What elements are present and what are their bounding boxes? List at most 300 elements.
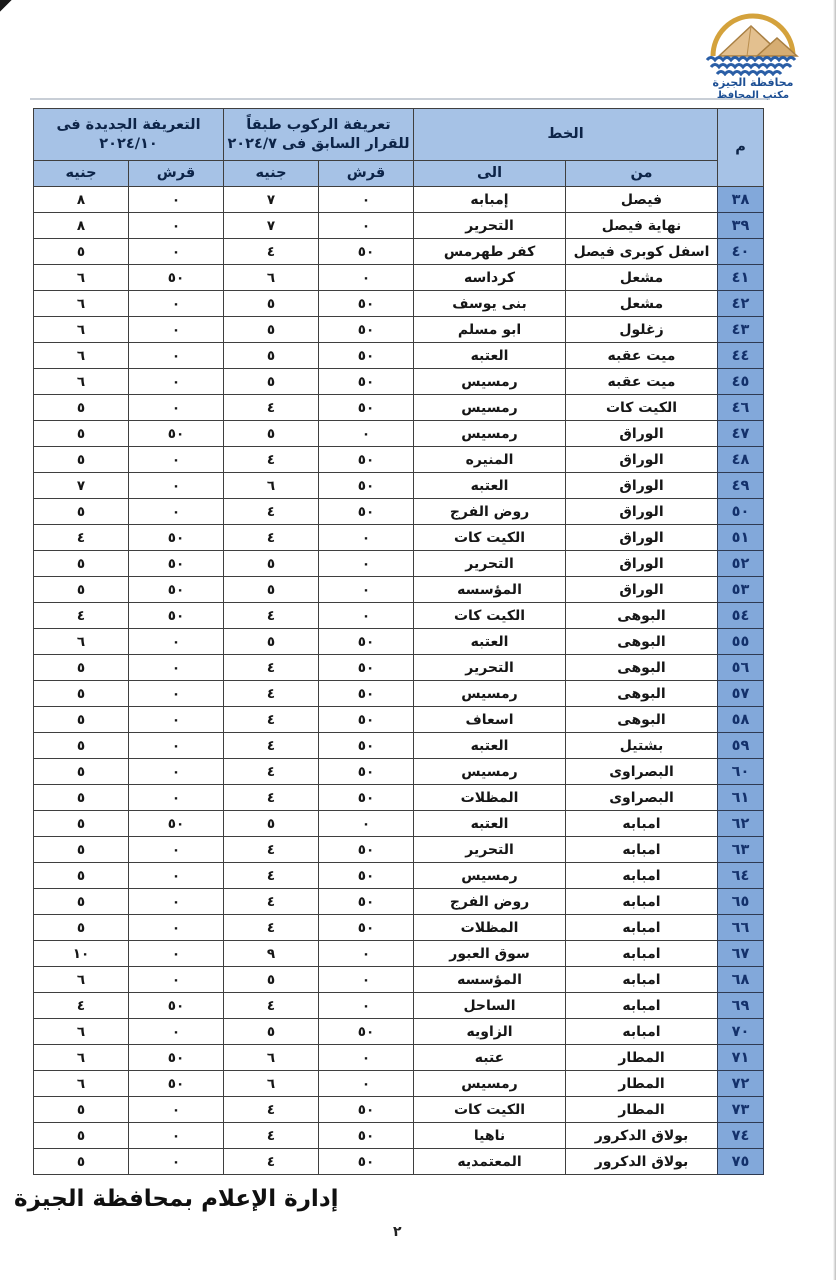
old-genih-cell: ٤ — [224, 1097, 319, 1123]
row-number-cell: ٥١ — [718, 525, 764, 551]
new-genih-cell: ٤ — [34, 993, 129, 1019]
route-to-cell: العتبه — [414, 733, 566, 759]
pyramids-sun-waves-icon — [701, 10, 805, 76]
header-row-number: م — [718, 109, 764, 187]
route-from-cell: البصراوى — [566, 759, 718, 785]
old-qirsh-cell: ٥٠ — [319, 785, 414, 811]
new-qirsh-cell: ٠ — [129, 655, 224, 681]
old-genih-cell: ٤ — [224, 1149, 319, 1175]
new-genih-cell: ٥ — [34, 1123, 129, 1149]
header-old-tariff: تعريفة الركوب طبقاً للقرار السابق فى ٢٠٢٤/٧ — [224, 109, 414, 161]
old-genih-cell: ٤ — [224, 707, 319, 733]
row-number-cell: ٥٧ — [718, 681, 764, 707]
route-from-cell: البصراوى — [566, 785, 718, 811]
new-qirsh-cell: ٠ — [129, 1123, 224, 1149]
old-genih-cell: ٤ — [224, 395, 319, 421]
new-genih-cell: ٥ — [34, 395, 129, 421]
route-from-cell: البوهى — [566, 655, 718, 681]
old-qirsh-cell: ٥٠ — [319, 1123, 414, 1149]
route-from-cell: بشتيل — [566, 733, 718, 759]
header-to: الى — [414, 161, 566, 187]
logo-org-name: محافظة الجيزة — [712, 76, 794, 89]
route-from-cell: البوهى — [566, 681, 718, 707]
route-to-cell: رمسيس — [414, 369, 566, 395]
footer-department: إدارة الإعلام بمحافظة الجيزة — [14, 1186, 339, 1212]
logo-office-name: مكتب المحافظ — [716, 89, 790, 101]
scan-line-artifact — [30, 98, 770, 100]
old-genih-cell: ٤ — [224, 759, 319, 785]
table-row — [34, 213, 764, 239]
table-row — [34, 473, 764, 499]
row-number-cell: ٤٣ — [718, 317, 764, 343]
old-genih-cell: ٤ — [224, 1123, 319, 1149]
old-genih-cell: ٤ — [224, 681, 319, 707]
old-genih-cell: ٥ — [224, 811, 319, 837]
route-to-cell: رمسيس — [414, 421, 566, 447]
old-qirsh-cell: ٥٠ — [319, 915, 414, 941]
table-row — [34, 291, 764, 317]
row-number-cell: ٧٢ — [718, 1071, 764, 1097]
new-qirsh-cell: ٥٠ — [129, 525, 224, 551]
route-to-cell: المؤسسه — [414, 967, 566, 993]
route-from-cell: البوهى — [566, 603, 718, 629]
old-genih-cell: ٥ — [224, 343, 319, 369]
route-from-cell: الوراق — [566, 499, 718, 525]
route-from-cell: بولاق الدكرور — [566, 1123, 718, 1149]
old-genih-cell: ٤ — [224, 239, 319, 265]
old-qirsh-cell: ٠ — [319, 993, 414, 1019]
header-new-qirsh: قرش — [129, 161, 224, 187]
new-qirsh-cell: ٥٠ — [129, 1071, 224, 1097]
old-qirsh-cell: ٥٠ — [319, 733, 414, 759]
old-genih-cell: ٤ — [224, 499, 319, 525]
new-qirsh-cell: ٠ — [129, 967, 224, 993]
route-to-cell: المظلات — [414, 785, 566, 811]
old-genih-cell: ٤ — [224, 525, 319, 551]
new-qirsh-cell: ٠ — [129, 213, 224, 239]
old-genih-cell: ٥ — [224, 629, 319, 655]
scan-corner-artifact — [0, 0, 14, 16]
new-genih-cell: ٨ — [34, 213, 129, 239]
new-genih-cell: ٦ — [34, 629, 129, 655]
row-number-cell: ٤٨ — [718, 447, 764, 473]
route-to-cell: الكيت كات — [414, 525, 566, 551]
route-to-cell: رمسيس — [414, 1071, 566, 1097]
route-from-cell: ميت عقبه — [566, 369, 718, 395]
row-number-cell: ٤٠ — [718, 239, 764, 265]
table-row — [34, 499, 764, 525]
route-to-cell: العتبه — [414, 811, 566, 837]
row-number-cell: ٧١ — [718, 1045, 764, 1071]
old-genih-cell: ٤ — [224, 655, 319, 681]
table-row — [34, 629, 764, 655]
table-row — [34, 889, 764, 915]
old-qirsh-cell: ٠ — [319, 1071, 414, 1097]
old-genih-cell: ٧ — [224, 187, 319, 213]
row-number-cell: ٣٨ — [718, 187, 764, 213]
row-number-cell: ٥٣ — [718, 577, 764, 603]
new-qirsh-cell: ٥٠ — [129, 993, 224, 1019]
header-new-genih: جنيه — [34, 161, 129, 187]
row-number-cell: ٦١ — [718, 785, 764, 811]
new-qirsh-cell: ٥٠ — [129, 811, 224, 837]
row-number-cell: ٥٥ — [718, 629, 764, 655]
table-row — [34, 603, 764, 629]
old-qirsh-cell: ٠ — [319, 551, 414, 577]
table-row — [34, 993, 764, 1019]
old-qirsh-cell: ٥٠ — [319, 707, 414, 733]
route-from-cell: المطار — [566, 1045, 718, 1071]
old-qirsh-cell: ٥٠ — [319, 499, 414, 525]
table-row — [34, 421, 764, 447]
new-genih-cell: ٦ — [34, 1045, 129, 1071]
route-to-cell: التحرير — [414, 655, 566, 681]
route-from-cell: بولاق الدكرور — [566, 1149, 718, 1175]
old-genih-cell: ٤ — [224, 447, 319, 473]
old-qirsh-cell: ٥٠ — [319, 317, 414, 343]
new-genih-cell: ٥ — [34, 655, 129, 681]
route-from-cell: الكيت كات — [566, 395, 718, 421]
route-to-cell: المؤسسه — [414, 577, 566, 603]
route-to-cell: ناهيا — [414, 1123, 566, 1149]
row-number-cell: ٤٧ — [718, 421, 764, 447]
old-genih-cell: ٤ — [224, 889, 319, 915]
row-number-cell: ٣٩ — [718, 213, 764, 239]
route-from-cell: الوراق — [566, 577, 718, 603]
header-line: الخط — [414, 109, 718, 161]
table-row — [34, 317, 764, 343]
old-qirsh-cell: ٠ — [319, 577, 414, 603]
page-number: ٢ — [393, 1224, 402, 1240]
route-from-cell: فيصل — [566, 187, 718, 213]
route-to-cell: سوق العبور — [414, 941, 566, 967]
old-genih-cell: ٥ — [224, 291, 319, 317]
new-qirsh-cell: ٠ — [129, 785, 224, 811]
route-from-cell: امبابه — [566, 863, 718, 889]
old-genih-cell: ٧ — [224, 213, 319, 239]
old-qirsh-cell: ٠ — [319, 941, 414, 967]
row-number-cell: ٦٣ — [718, 837, 764, 863]
row-number-cell: ٤٤ — [718, 343, 764, 369]
route-from-cell: اسفل كوبرى فيصل — [566, 239, 718, 265]
new-genih-cell: ٥ — [34, 551, 129, 577]
route-to-cell: التحرير — [414, 551, 566, 577]
table-row — [34, 915, 764, 941]
route-to-cell: اسعاف — [414, 707, 566, 733]
row-number-cell: ٥٠ — [718, 499, 764, 525]
route-to-cell: الكيت كات — [414, 603, 566, 629]
new-genih-cell: ٥ — [34, 811, 129, 837]
old-qirsh-cell: ٠ — [319, 265, 414, 291]
table-row — [34, 681, 764, 707]
old-qirsh-cell: ٠ — [319, 603, 414, 629]
table-row — [34, 707, 764, 733]
new-genih-cell: ٨ — [34, 187, 129, 213]
old-qirsh-cell: ٥٠ — [319, 655, 414, 681]
old-qirsh-cell: ٠ — [319, 1045, 414, 1071]
route-from-cell: الوراق — [566, 525, 718, 551]
old-genih-cell: ٥ — [224, 577, 319, 603]
row-number-cell: ٥٢ — [718, 551, 764, 577]
new-genih-cell: ٥ — [34, 1097, 129, 1123]
row-number-cell: ٥٨ — [718, 707, 764, 733]
table-row — [34, 863, 764, 889]
route-to-cell: إمبابه — [414, 187, 566, 213]
row-number-cell: ٦٦ — [718, 915, 764, 941]
new-qirsh-cell: ٠ — [129, 369, 224, 395]
new-genih-cell: ٦ — [34, 369, 129, 395]
row-number-cell: ٦٩ — [718, 993, 764, 1019]
new-qirsh-cell: ٠ — [129, 317, 224, 343]
route-from-cell: امبابه — [566, 889, 718, 915]
row-number-cell: ٦٨ — [718, 967, 764, 993]
route-to-cell: الزاويه — [414, 1019, 566, 1045]
old-genih-cell: ٦ — [224, 473, 319, 499]
old-qirsh-cell: ٥٠ — [319, 291, 414, 317]
new-genih-cell: ٥ — [34, 759, 129, 785]
route-to-cell: الكيت كات — [414, 1097, 566, 1123]
new-qirsh-cell: ٠ — [129, 343, 224, 369]
route-to-cell: رمسيس — [414, 395, 566, 421]
new-qirsh-cell: ٠ — [129, 187, 224, 213]
new-qirsh-cell: ٥٠ — [129, 603, 224, 629]
row-number-cell: ٥٩ — [718, 733, 764, 759]
table-row — [34, 1097, 764, 1123]
table-row — [34, 551, 764, 577]
route-to-cell: عتبه — [414, 1045, 566, 1071]
old-genih-cell: ٥ — [224, 369, 319, 395]
new-qirsh-cell: ٠ — [129, 291, 224, 317]
route-to-cell: بنى يوسف — [414, 291, 566, 317]
route-to-cell: العتبه — [414, 343, 566, 369]
route-from-cell: امبابه — [566, 993, 718, 1019]
old-qirsh-cell: ٥٠ — [319, 369, 414, 395]
new-qirsh-cell: ٠ — [129, 889, 224, 915]
old-genih-cell: ٥ — [224, 1019, 319, 1045]
route-from-cell: المطار — [566, 1071, 718, 1097]
new-qirsh-cell: ٠ — [129, 239, 224, 265]
route-from-cell: ميت عقبه — [566, 343, 718, 369]
header-old-genih: جنيه — [224, 161, 319, 187]
new-qirsh-cell: ٠ — [129, 1149, 224, 1175]
old-qirsh-cell: ٥٠ — [319, 1019, 414, 1045]
row-number-cell: ٧٥ — [718, 1149, 764, 1175]
table-row — [34, 811, 764, 837]
new-qirsh-cell: ٥٠ — [129, 577, 224, 603]
new-genih-cell: ٥ — [34, 837, 129, 863]
old-genih-cell: ٤ — [224, 785, 319, 811]
row-number-cell: ٦٢ — [718, 811, 764, 837]
route-to-cell: العتبه — [414, 473, 566, 499]
table-row — [34, 967, 764, 993]
header-old-qirsh: قرش — [319, 161, 414, 187]
route-to-cell: رمسيس — [414, 863, 566, 889]
new-genih-cell: ٥ — [34, 707, 129, 733]
row-number-cell: ٤١ — [718, 265, 764, 291]
header-new-tariff: التعريفة الجديدة فى ٢٠٢٤/١٠ — [34, 109, 224, 161]
table-row — [34, 395, 764, 421]
route-from-cell: امبابه — [566, 941, 718, 967]
route-from-cell: مشعل — [566, 291, 718, 317]
new-genih-cell: ٦ — [34, 1019, 129, 1045]
new-genih-cell: ٥ — [34, 785, 129, 811]
old-qirsh-cell: ٥٠ — [319, 395, 414, 421]
table-row — [34, 1019, 764, 1045]
table-row — [34, 655, 764, 681]
row-number-cell: ٧٣ — [718, 1097, 764, 1123]
new-genih-cell: ٥ — [34, 239, 129, 265]
new-genih-cell: ٦ — [34, 265, 129, 291]
route-from-cell: امبابه — [566, 915, 718, 941]
new-qirsh-cell: ٠ — [129, 447, 224, 473]
new-qirsh-cell: ٠ — [129, 1019, 224, 1045]
old-genih-cell: ٤ — [224, 993, 319, 1019]
route-to-cell: المعتمديه — [414, 1149, 566, 1175]
route-from-cell: امبابه — [566, 967, 718, 993]
new-genih-cell: ٥ — [34, 447, 129, 473]
table-row — [34, 577, 764, 603]
old-genih-cell: ٥ — [224, 421, 319, 447]
old-genih-cell: ٦ — [224, 265, 319, 291]
table-row — [34, 369, 764, 395]
row-number-cell: ٧٠ — [718, 1019, 764, 1045]
old-genih-cell: ٥ — [224, 317, 319, 343]
old-qirsh-cell: ٥٠ — [319, 1097, 414, 1123]
route-to-cell: العتبه — [414, 629, 566, 655]
giza-governorate-logo — [688, 10, 818, 102]
route-from-cell: نهاية فيصل — [566, 213, 718, 239]
old-qirsh-cell: ٥٠ — [319, 343, 414, 369]
new-qirsh-cell: ٠ — [129, 863, 224, 889]
old-genih-cell: ٩ — [224, 941, 319, 967]
table-row — [34, 1071, 764, 1097]
new-qirsh-cell: ٥٠ — [129, 265, 224, 291]
new-qirsh-cell: ٠ — [129, 499, 224, 525]
new-genih-cell: ٥ — [34, 681, 129, 707]
old-genih-cell: ٥ — [224, 551, 319, 577]
new-qirsh-cell: ٥٠ — [129, 551, 224, 577]
new-qirsh-cell: ٠ — [129, 837, 224, 863]
row-number-cell: ٦٥ — [718, 889, 764, 915]
old-qirsh-cell: ٥٠ — [319, 889, 414, 915]
route-from-cell: الوراق — [566, 447, 718, 473]
new-qirsh-cell: ٠ — [129, 915, 224, 941]
new-genih-cell: ٦ — [34, 1071, 129, 1097]
row-number-cell: ٤٢ — [718, 291, 764, 317]
table-row — [34, 525, 764, 551]
old-genih-cell: ٤ — [224, 915, 319, 941]
route-to-cell: روض الفرج — [414, 499, 566, 525]
table-row — [34, 1045, 764, 1071]
new-qirsh-cell: ٥٠ — [129, 421, 224, 447]
route-from-cell: الوراق — [566, 421, 718, 447]
new-genih-cell: ٥ — [34, 733, 129, 759]
row-number-cell: ٦٤ — [718, 863, 764, 889]
route-to-cell: روض الفرج — [414, 889, 566, 915]
route-from-cell: امبابه — [566, 811, 718, 837]
route-from-cell: زغلول — [566, 317, 718, 343]
row-number-cell: ٥٤ — [718, 603, 764, 629]
old-qirsh-cell: ٥٠ — [319, 837, 414, 863]
new-genih-cell: ٧ — [34, 473, 129, 499]
route-to-cell: المظلات — [414, 915, 566, 941]
table-row — [34, 447, 764, 473]
row-number-cell: ٦٧ — [718, 941, 764, 967]
route-from-cell: البوهى — [566, 707, 718, 733]
new-qirsh-cell: ٠ — [129, 1097, 224, 1123]
new-genih-cell: ٥ — [34, 863, 129, 889]
route-to-cell: رمسيس — [414, 759, 566, 785]
table-row — [34, 1149, 764, 1175]
new-genih-cell: ٥ — [34, 1149, 129, 1175]
header-from: من — [566, 161, 718, 187]
table-row — [34, 239, 764, 265]
new-qirsh-cell: ٠ — [129, 941, 224, 967]
row-number-cell: ٤٩ — [718, 473, 764, 499]
old-qirsh-cell: ٥٠ — [319, 759, 414, 785]
route-from-cell: امبابه — [566, 837, 718, 863]
table-row — [34, 733, 764, 759]
new-qirsh-cell: ٥٠ — [129, 1045, 224, 1071]
route-to-cell: كفر طهرمس — [414, 239, 566, 265]
new-genih-cell: ٦ — [34, 967, 129, 993]
old-qirsh-cell: ٠ — [319, 811, 414, 837]
old-genih-cell: ٤ — [224, 837, 319, 863]
route-from-cell: البوهى — [566, 629, 718, 655]
route-from-cell: امبابه — [566, 1019, 718, 1045]
new-genih-cell: ٥ — [34, 889, 129, 915]
new-qirsh-cell: ٠ — [129, 395, 224, 421]
route-to-cell: ابو مسلم — [414, 317, 566, 343]
old-genih-cell: ٤ — [224, 863, 319, 889]
row-number-cell: ٧٤ — [718, 1123, 764, 1149]
route-to-cell: التحرير — [414, 213, 566, 239]
old-genih-cell: ٤ — [224, 733, 319, 759]
new-genih-cell: ٦ — [34, 291, 129, 317]
new-qirsh-cell: ٠ — [129, 473, 224, 499]
row-number-cell: ٥٦ — [718, 655, 764, 681]
table-row — [34, 941, 764, 967]
old-qirsh-cell: ٥٠ — [319, 629, 414, 655]
new-genih-cell: ٥ — [34, 421, 129, 447]
old-qirsh-cell: ٠ — [319, 967, 414, 993]
old-qirsh-cell: ٠ — [319, 421, 414, 447]
new-genih-cell: ٥ — [34, 915, 129, 941]
new-qirsh-cell: ٠ — [129, 629, 224, 655]
table-row — [34, 837, 764, 863]
old-qirsh-cell: ٥٠ — [319, 1149, 414, 1175]
route-to-cell: رمسيس — [414, 681, 566, 707]
table-row — [34, 187, 764, 213]
new-genih-cell: ٤ — [34, 603, 129, 629]
table-row — [34, 785, 764, 811]
row-number-cell: ٤٥ — [718, 369, 764, 395]
row-number-cell: ٤٦ — [718, 395, 764, 421]
new-genih-cell: ٦ — [34, 317, 129, 343]
old-qirsh-cell: ٥٠ — [319, 447, 414, 473]
old-genih-cell: ٤ — [224, 603, 319, 629]
old-genih-cell: ٦ — [224, 1045, 319, 1071]
route-to-cell: الساحل — [414, 993, 566, 1019]
old-genih-cell: ٥ — [224, 967, 319, 993]
new-genih-cell: ٦ — [34, 343, 129, 369]
old-genih-cell: ٦ — [224, 1071, 319, 1097]
route-from-cell: المطار — [566, 1097, 718, 1123]
new-genih-cell: ٥ — [34, 577, 129, 603]
route-from-cell: الوراق — [566, 473, 718, 499]
new-qirsh-cell: ٠ — [129, 759, 224, 785]
table-row — [34, 759, 764, 785]
